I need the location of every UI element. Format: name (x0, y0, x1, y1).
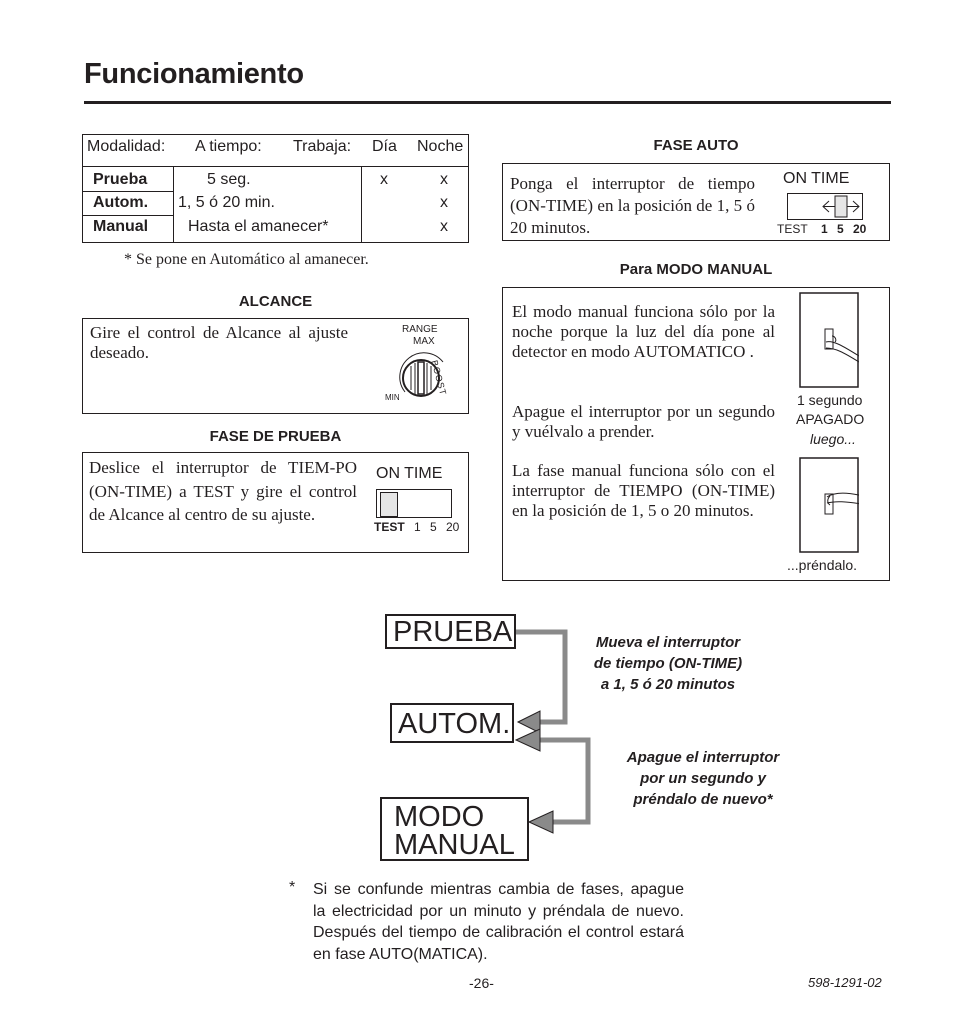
stage-modo-manual (380, 797, 529, 861)
auto-scale-test: TEST (777, 222, 808, 236)
note-apague-line1: Apague el interruptor (626, 749, 780, 766)
col-header-modalidad: Modalidad: (87, 138, 166, 155)
title-rule (84, 101, 891, 104)
note-apague-line2: por un segundo y (640, 770, 766, 787)
row-autom-night: x (440, 194, 448, 211)
caption-prendalo: ...préndalo. (787, 557, 858, 573)
document-code: 598-1291-02 (808, 975, 882, 990)
row-manual-time: Hasta el amanecer* (188, 218, 329, 235)
prueba-ontime-switch (376, 489, 452, 518)
col-header-noche: Noche (417, 138, 464, 155)
note-apague-line3: préndalo de nuevo* (633, 791, 773, 808)
prueba-scale-5: 5 (430, 520, 437, 534)
row-prueba-time: 5 seg. (207, 171, 251, 188)
caption-segundo: 1 segundo (797, 392, 863, 408)
prueba-switch-slider (380, 492, 398, 517)
stage-prueba (385, 614, 516, 649)
fase-prueba-text: Deslice el interruptor de TIEM-PO (ON-TIME) a TEST y gire el control de Alcance al centro de su ajuste. (89, 458, 357, 524)
note-mueva-line3: a 1, 5 ó 20 minutos (600, 676, 736, 693)
prueba-scale-20: 20 (446, 520, 460, 534)
dial-min-label: MIN (385, 393, 400, 402)
dial-knob-icon (385, 324, 460, 406)
alcance-heading: ALCANCE (238, 293, 313, 310)
table-footnote: * Se pone en Automático al amanecer. (124, 251, 369, 268)
page-number: -26- (469, 975, 494, 991)
note-apague (592, 747, 814, 810)
row-autom-time: 1, 5 ó 20 min. (178, 194, 275, 211)
range-dial (385, 324, 460, 406)
note-mueva-line2: de tiempo (ON-TIME) (593, 655, 743, 672)
fase-auto-heading: FASE AUTO (653, 137, 739, 154)
prueba-switch-label: ON TIME (376, 465, 443, 482)
stage-prueba-label: PRUEBA (393, 616, 513, 648)
wall-switch-on-icon (799, 457, 859, 553)
mode-table-row-line-2 (82, 215, 174, 216)
modo-manual-heading: Para MODO MANUAL (619, 261, 773, 278)
caption-luego: luego... (810, 431, 856, 447)
mode-table-vline-1 (173, 166, 174, 243)
stage-modo-label: MODO (394, 801, 485, 833)
prueba-scale-1: 1 (414, 520, 421, 534)
stage-autom (390, 703, 514, 743)
dial-range-label: RANGE (402, 324, 438, 335)
auto-scale-1: 1 (821, 222, 828, 236)
slider-arrows-icon (787, 193, 863, 220)
fase-prueba-heading: FASE DE PRUEBA (209, 428, 342, 445)
auto-scale-5: 5 (837, 222, 844, 236)
row-manual-mode: Manual (93, 218, 149, 235)
auto-scale-20: 20 (853, 222, 867, 236)
fase-auto-text: Ponga el interruptor de tiempo (ON-TIME) en la posición de 1, 5 ó 20 minutos. (510, 174, 755, 237)
stage-manual-label: MANUAL (394, 829, 515, 861)
wall-switch-off-icon (799, 292, 859, 388)
mode-table-row-line-1 (82, 191, 174, 192)
row-autom-mode: Autom. (93, 194, 149, 211)
row-prueba-mode: Prueba (93, 171, 148, 188)
col-header-dia: Día (372, 138, 397, 155)
prueba-scale-test: TEST (374, 520, 405, 534)
page-title: Funcionamiento (84, 58, 304, 90)
footnote-marker: * (289, 879, 296, 896)
modo-manual-p2: Apague el interruptor por un segundo y vuélvalo a prender. (512, 402, 775, 441)
footnote-text: Si se confunde mientras cambia de fases, apague la electricidad por un minuto y préndala de nuevo. Después del tiempo de calibración el control estará en fase AUTO(MATICA). (313, 881, 684, 963)
alcance-text: Gire el control de Alcance al ajuste deseado. (90, 323, 348, 362)
mode-table-vline-2 (361, 166, 362, 243)
col-header-trabaja: Trabaja: (293, 138, 352, 155)
note-mueva-line1: Mueva el interruptor (595, 634, 741, 651)
note-mueva (560, 632, 776, 695)
arrow-prueba-to-autom (516, 632, 565, 733)
dial-max-label: MAX (413, 336, 435, 347)
caption-apagado: APAGADO (796, 411, 865, 427)
auto-ontime-switch (787, 193, 863, 220)
auto-switch-label: ON TIME (783, 170, 850, 187)
mode-table-header-line (82, 166, 469, 167)
row-manual-night: x (440, 218, 448, 235)
col-header-a-tiempo: A tiempo: (195, 138, 262, 155)
row-prueba-night: x (440, 171, 448, 188)
dial-boost-label: BOOST (429, 359, 449, 397)
modo-manual-p3: La fase manual funciona sólo con el interruptor de TIEMPO (ON-TIME) en la posición de 1, 5 o 20 minutos. (512, 461, 775, 520)
modo-manual-p1: El modo manual funciona sólo por la noche porque la luz del día pone al detector en modo AUTOMATICO . (512, 302, 775, 361)
stage-autom-label: AUTOM. (398, 708, 511, 740)
row-prueba-day: x (380, 171, 388, 188)
